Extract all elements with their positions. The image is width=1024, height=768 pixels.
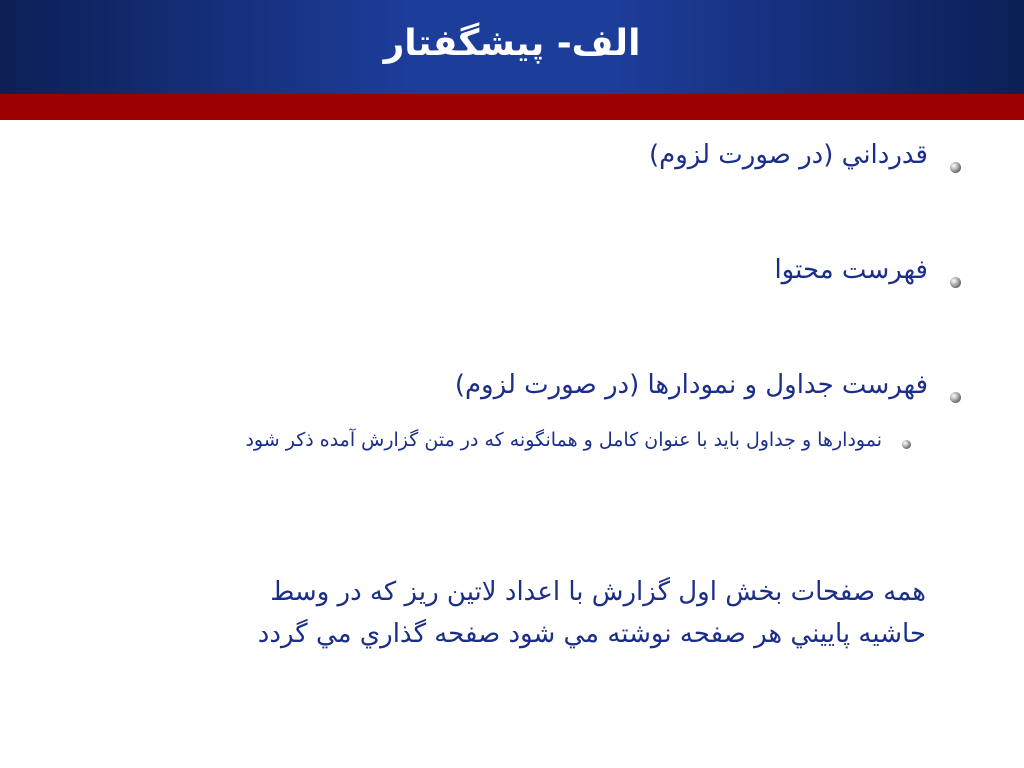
- bullet-item-tables-and-charts: فهرست جداول و نمودارها (در صورت لزوم): [454, 370, 928, 400]
- bullet-icon: [950, 392, 961, 403]
- sub-bullet-icon: [902, 440, 911, 449]
- closing-line-2: حاشيه پاييني هر صفحه نوشته مي شود صفحه گذاري مي گردد: [257, 619, 926, 649]
- accent-band: [0, 94, 1024, 120]
- bullet-icon: [950, 162, 961, 173]
- slide-title: الف- پيشگفتار: [383, 23, 641, 64]
- bullet-icon: [950, 277, 961, 288]
- closing-paragraph: [106, 571, 926, 655]
- sub-bullet-item: نمودارها و جداول بايد با عنوان كامل و همانگونه كه در متن گزارش آمده ذكر شود: [245, 429, 882, 451]
- bullet-item-acknowledgement: قدرداني (در صورت لزوم): [648, 140, 928, 170]
- bullet-item-table-of-contents: فهرست محتوا: [774, 255, 928, 285]
- closing-line-1: همه صفحات بخش اول گزارش با اعداد لاتين ريز كه در وسط: [270, 577, 926, 607]
